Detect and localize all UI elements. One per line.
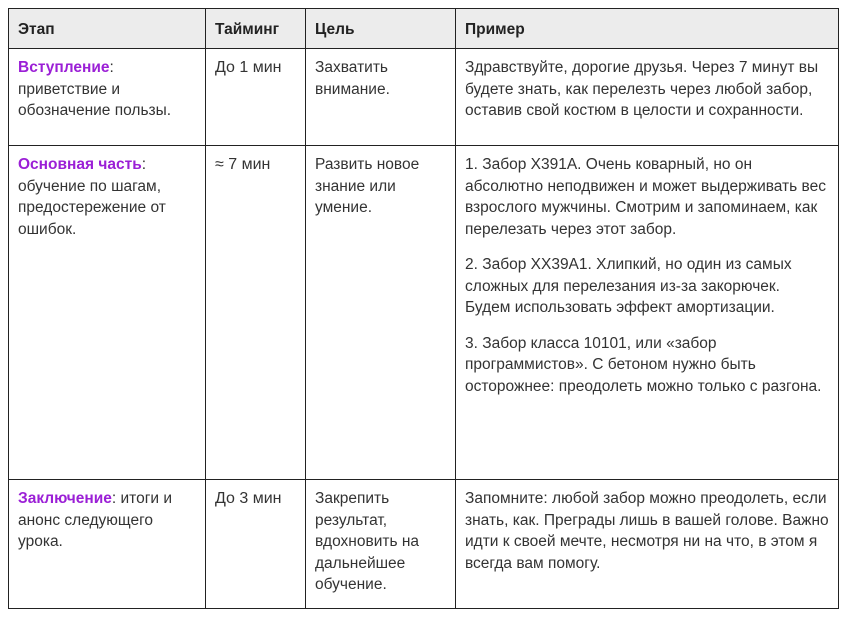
goal-cell: Захватить внимание. [306, 49, 456, 146]
header-example: Пример [456, 9, 839, 49]
lesson-structure-table [8, 8, 839, 609]
example-cell [456, 49, 839, 146]
example-paragraph: Здравствуйте, дорогие друзья. Через 7 минут вы будете знать, как перелезть через любой забор, оставив свой костюм в целости и сохранности. [465, 59, 819, 119]
table-row [9, 146, 839, 480]
stage-name: Вступление [18, 59, 110, 76]
timing-cell: До 1 мин [206, 49, 306, 146]
goal-cell: Развить новое знание или умение. [306, 146, 456, 480]
stage-description: : обучение по шагам, предостережение от ошибок. [18, 156, 166, 238]
example-cell [456, 146, 839, 480]
header-goal: Цель [306, 9, 456, 49]
stage-cell [9, 480, 206, 609]
lesson-structure-table-wrapper [8, 8, 839, 609]
stage-description: : итоги и анонс следующего урока. [18, 490, 172, 550]
header-timing: Тайминг [206, 9, 306, 49]
example-paragraph: Запомните: любой забор можно преодолеть, если знать, как. Преграды лишь в вашей голове. Важно идти к своей мечте, несмотря ни на что, в этом я всегда вам помогу. [465, 490, 829, 572]
stage-name: Заключение [18, 490, 112, 507]
stage-cell [9, 49, 206, 146]
example-paragraph: 1. Забор Х391А. Очень коварный, но он абсолютно неподвижен и может выдерживать вес взрослого мужчины. Смотрим и запоминаем, как перелезать через этот забор. [465, 156, 826, 238]
stage-description: : приветствие и обозначение пользы. [18, 59, 172, 119]
example-paragraph: 2. Забор ХХ39А1. Хлипкий, но один из самых сложных для перелезания из-за закорючек. Будем использовать эффект амортизации. [465, 256, 792, 316]
table-header-row [9, 9, 839, 49]
timing-cell: До 3 мин [206, 480, 306, 609]
stage-name: Основная часть [18, 156, 142, 173]
table-row [9, 480, 839, 609]
goal-cell: Закрепить результат, вдохновить на дальнейшее обучение. [306, 480, 456, 609]
example-paragraph: 3. Забор класса 10101, или «забор программистов». С бетоном нужно быть осторожнее: преодолеть можно только с разгона. [465, 334, 822, 395]
example-cell [456, 480, 839, 609]
table-row [9, 49, 839, 146]
header-stage: Этап [9, 9, 206, 49]
timing-cell: ≈ 7 мин [206, 146, 306, 480]
stage-cell [9, 146, 206, 480]
